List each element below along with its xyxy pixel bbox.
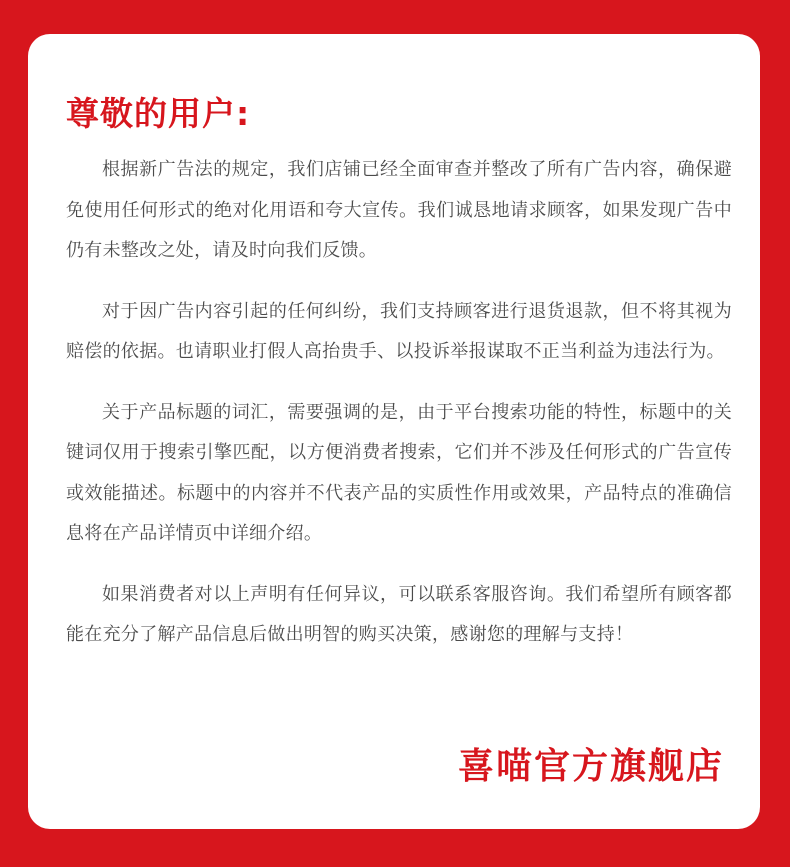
notice-paragraph-4: 如果消费者对以上声明有任何异议，可以联系客服咨询。我们希望所有顾客都能在充分了解产品信息后做出明智的购买决策，感谢您的理解与支持！ [66, 583, 732, 645]
notice-paragraph-1: 根据新广告法的规定，我们店铺已经全面审查并整改了所有广告内容，确保避免使用任何形式的绝对化用语和夸大宣传。我们诚恳地请求顾客，如果发现广告中仍有未整改之处，请及时向我们反馈。 [66, 159, 732, 261]
store-signature: 喜喵官方旗舰店 [457, 746, 724, 787]
notice-body [66, 150, 732, 676]
notice-paragraph-2: 对于因广告内容引起的任何纠纷，我们支持顾客进行退货退款，但不将其视为赔偿的依据。也请职业打假人高抬贵手、以投诉举报谋取不正当利益为违法行为。 [66, 300, 732, 362]
notice-card [28, 34, 760, 829]
notice-heading: 尊敬的用户: [66, 94, 251, 133]
notice-paragraph-3: 关于产品标题的词汇，需要强调的是，由于平台搜索功能的特性，标题中的关键词仅用于搜索引擎匹配，以方便消费者搜索，它们并不涉及任何形式的广告宣传或效能描述。标题中的内容并不代表产品的实质性作用或效果，产品特点的准确信息将在产品详情页中详细介绍。 [66, 401, 732, 544]
